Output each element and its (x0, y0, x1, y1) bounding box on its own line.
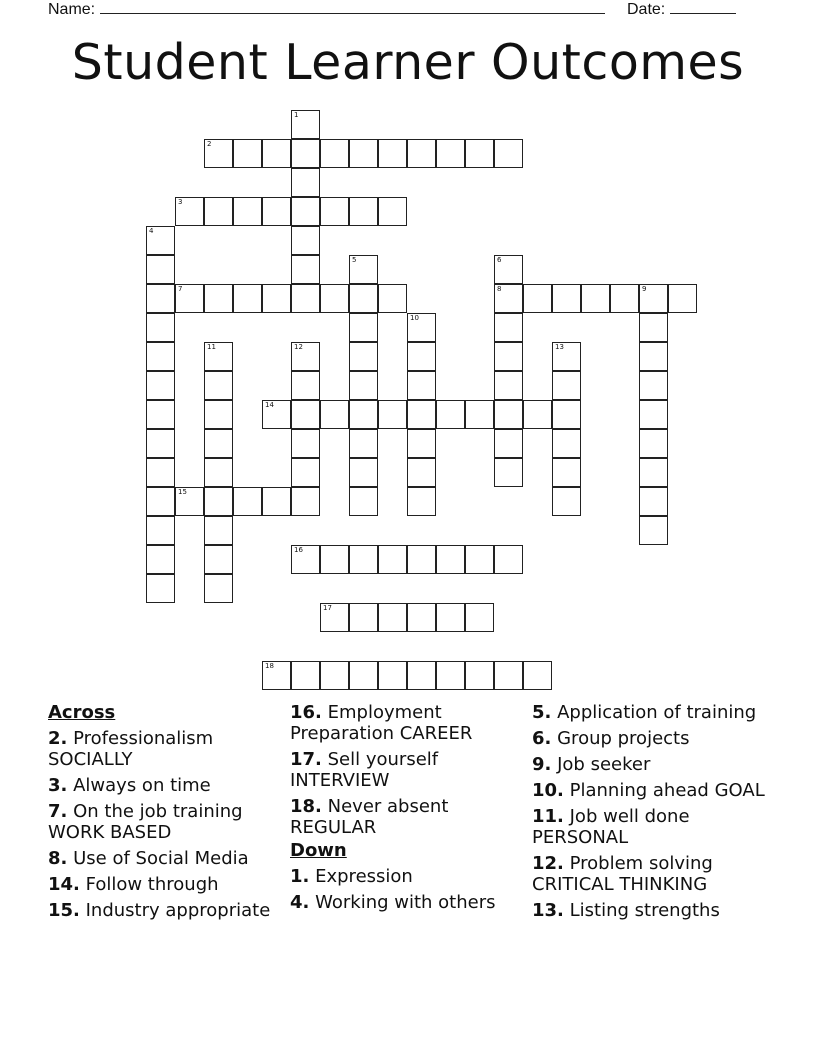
grid-cell[interactable] (204, 400, 233, 429)
grid-cell[interactable] (552, 371, 581, 400)
grid-cell[interactable] (233, 284, 262, 313)
grid-cell[interactable] (320, 400, 349, 429)
grid-cell[interactable] (291, 197, 320, 226)
grid-cell[interactable] (523, 661, 552, 690)
grid-cell[interactable] (291, 255, 320, 284)
grid-cell[interactable] (349, 284, 378, 313)
clue-down-10: 10. Planning ahead GOAL (532, 780, 765, 801)
clue-number-13: 13 (555, 343, 564, 351)
grid-cell[interactable] (407, 603, 436, 632)
grid-cell[interactable] (146, 458, 175, 487)
grid-cell[interactable] (494, 139, 523, 168)
grid-cell[interactable] (349, 197, 378, 226)
grid-cell[interactable] (465, 545, 494, 574)
grid-cell[interactable] (581, 284, 610, 313)
grid-cell[interactable] (291, 226, 320, 255)
clue-down-9: 9. Job seeker (532, 754, 651, 775)
grid-cell[interactable] (320, 661, 349, 690)
clue-across-7: 7. On the job training WORK BASED (48, 801, 243, 843)
grid-cell[interactable] (204, 516, 233, 545)
grid-cell[interactable] (349, 255, 378, 284)
grid-cell[interactable] (146, 284, 175, 313)
clue-number-16: 16 (294, 546, 303, 554)
grid-cell[interactable] (552, 487, 581, 516)
grid-cell[interactable] (349, 313, 378, 342)
grid-cell[interactable] (349, 139, 378, 168)
clue-down-6: 6. Group projects (532, 728, 690, 749)
grid-cell[interactable] (204, 545, 233, 574)
grid-cell[interactable] (494, 458, 523, 487)
grid-cell[interactable] (204, 371, 233, 400)
grid-cell[interactable] (204, 574, 233, 603)
grid-cell[interactable] (552, 400, 581, 429)
grid-cell[interactable] (204, 487, 233, 516)
grid-cell[interactable] (407, 458, 436, 487)
grid-cell[interactable] (436, 603, 465, 632)
grid-cell[interactable] (523, 284, 552, 313)
grid-cell[interactable] (291, 429, 320, 458)
clue-across-14: 14. Follow through (48, 874, 219, 895)
clue-number-9: 9 (642, 285, 647, 293)
grid-cell[interactable] (494, 545, 523, 574)
grid-cell[interactable] (320, 197, 349, 226)
grid-cell[interactable] (639, 516, 668, 545)
down-heading: Down (290, 840, 347, 861)
grid-cell[interactable] (320, 284, 349, 313)
grid-cell[interactable] (291, 168, 320, 197)
grid-cell[interactable] (320, 545, 349, 574)
grid-cell[interactable] (291, 400, 320, 429)
grid-cell[interactable] (639, 313, 668, 342)
grid-cell[interactable] (262, 400, 291, 429)
clue-number-15: 15 (178, 488, 187, 496)
grid-cell[interactable] (494, 371, 523, 400)
grid-cell[interactable] (436, 400, 465, 429)
grid-cell[interactable] (465, 400, 494, 429)
grid-cell[interactable] (233, 197, 262, 226)
grid-cell[interactable] (146, 545, 175, 574)
page-title: Student Learner Outcomes (71, 34, 745, 91)
grid-cell[interactable] (146, 487, 175, 516)
clue-across-15: 15. Industry appropriate (48, 900, 271, 921)
grid-cell[interactable] (639, 487, 668, 516)
grid-cell[interactable] (378, 197, 407, 226)
grid-cell[interactable] (204, 458, 233, 487)
grid-cell[interactable] (262, 661, 291, 690)
clue-number-6: 6 (497, 256, 502, 264)
clue-across-3: 3. Always on time (48, 775, 211, 796)
grid-cell[interactable] (349, 661, 378, 690)
grid-cell[interactable] (552, 284, 581, 313)
grid-cell[interactable] (349, 545, 378, 574)
grid-cell[interactable] (552, 342, 581, 371)
grid-cell[interactable] (639, 400, 668, 429)
grid-cell[interactable] (146, 400, 175, 429)
grid-cell[interactable] (204, 429, 233, 458)
clues-column-1 (48, 702, 288, 926)
clue-down-13: 13. Listing strengths (532, 900, 720, 921)
grid-cell[interactable] (494, 255, 523, 284)
grid-cell[interactable] (291, 661, 320, 690)
clue-number-1: 1 (294, 111, 299, 119)
clue-down-12: 12. Problem solving CRITICAL THINKING (532, 853, 713, 895)
grid-cell[interactable] (407, 313, 436, 342)
grid-cell[interactable] (175, 487, 204, 516)
grid-cell[interactable] (262, 487, 291, 516)
grid-cell[interactable] (146, 371, 175, 400)
grid-cell[interactable] (146, 574, 175, 603)
grid-cell[interactable] (349, 603, 378, 632)
grid-cell[interactable] (407, 342, 436, 371)
clue-down-1: 1. Expression (290, 866, 413, 887)
grid-cell[interactable] (349, 400, 378, 429)
grid-cell[interactable] (552, 429, 581, 458)
grid-cell[interactable] (146, 313, 175, 342)
grid-cell[interactable] (494, 284, 523, 313)
clue-across-17: 17. Sell yourself INTERVIEW (290, 749, 439, 791)
clue-down-11: 11. Job well done PERSONAL (532, 806, 690, 848)
grid-cell[interactable] (262, 284, 291, 313)
grid-cell[interactable] (610, 284, 639, 313)
grid-cell[interactable] (407, 661, 436, 690)
grid-cell[interactable] (552, 458, 581, 487)
grid-cell[interactable] (320, 139, 349, 168)
grid-cell[interactable] (465, 139, 494, 168)
clue-number-17: 17 (323, 604, 332, 612)
grid-cell[interactable] (378, 400, 407, 429)
grid-cell[interactable] (291, 284, 320, 313)
grid-cell[interactable] (494, 313, 523, 342)
grid-cell[interactable] (349, 429, 378, 458)
grid-cell[interactable] (639, 342, 668, 371)
grid-cell[interactable] (639, 429, 668, 458)
grid-cell[interactable] (494, 400, 523, 429)
grid-cell[interactable] (291, 342, 320, 371)
grid-cell[interactable] (349, 371, 378, 400)
clues-column-3 (532, 702, 782, 926)
grid-cell[interactable] (639, 284, 668, 313)
grid-cell[interactable] (349, 458, 378, 487)
clues-column-2 (290, 702, 530, 918)
name-label: Name: (48, 1, 96, 18)
grid-cell[interactable] (436, 139, 465, 168)
grid-cell[interactable] (378, 661, 407, 690)
grid-cell[interactable] (407, 487, 436, 516)
grid-cell[interactable] (175, 284, 204, 313)
clue-number-11: 11 (207, 343, 216, 351)
grid-cell[interactable] (378, 545, 407, 574)
grid-cell[interactable] (320, 603, 349, 632)
grid-cell[interactable] (407, 429, 436, 458)
grid-cell[interactable] (262, 197, 291, 226)
grid-cell[interactable] (494, 342, 523, 371)
across-heading: Across (48, 702, 116, 723)
clue-number-5: 5 (352, 256, 357, 264)
grid-cell[interactable] (407, 371, 436, 400)
grid-cell[interactable] (407, 139, 436, 168)
clue-across-2: 2. Professionalism SOCIALLY (48, 728, 214, 770)
clue-number-3: 3 (178, 198, 183, 206)
grid-cell[interactable] (146, 429, 175, 458)
clue-number-12: 12 (294, 343, 303, 351)
grid-cell[interactable] (204, 197, 233, 226)
grid-cell[interactable] (291, 487, 320, 516)
grid-cell[interactable] (291, 458, 320, 487)
clue-number-4: 4 (149, 227, 154, 235)
grid-cell[interactable] (146, 226, 175, 255)
clue-number-2: 2 (207, 140, 212, 148)
grid-cell[interactable] (146, 516, 175, 545)
clue-number-8: 8 (497, 285, 502, 293)
grid-cell[interactable] (639, 458, 668, 487)
grid-cell[interactable] (233, 139, 262, 168)
grid-cell[interactable] (378, 284, 407, 313)
grid-cell[interactable] (407, 400, 436, 429)
grid-cell[interactable] (349, 487, 378, 516)
grid-cell[interactable] (494, 429, 523, 458)
grid-cell[interactable] (349, 342, 378, 371)
grid-cell[interactable] (378, 139, 407, 168)
grid-cell[interactable] (291, 545, 320, 574)
clue-number-10: 10 (410, 314, 419, 322)
clue-across-16: 16. Employment Preparation CAREER (290, 702, 473, 744)
grid-cell[interactable] (262, 139, 291, 168)
grid-cell[interactable] (465, 661, 494, 690)
grid-cell[interactable] (291, 139, 320, 168)
grid-cell[interactable] (436, 661, 465, 690)
grid-cell[interactable] (204, 139, 233, 168)
grid-cell[interactable] (494, 661, 523, 690)
clue-down-4: 4. Working with others (290, 892, 496, 913)
clue-across-18: 18. Never absent REGULAR (290, 796, 449, 838)
clue-number-14: 14 (265, 401, 274, 409)
grid-cell[interactable] (175, 197, 204, 226)
grid-cell[interactable] (639, 371, 668, 400)
clue-across-8: 8. Use of Social Media (48, 848, 249, 869)
grid-cell[interactable] (465, 603, 494, 632)
grid-cell[interactable] (146, 342, 175, 371)
grid-cell[interactable] (146, 255, 175, 284)
grid-cell[interactable] (407, 545, 436, 574)
grid-cell[interactable] (436, 545, 465, 574)
grid-cell[interactable] (204, 342, 233, 371)
grid-cell[interactable] (668, 284, 697, 313)
clue-down-5: 5. Application of training (532, 702, 757, 723)
grid-cell[interactable] (291, 110, 320, 139)
grid-cell[interactable] (523, 400, 552, 429)
grid-cell[interactable] (291, 371, 320, 400)
clue-number-18: 18 (265, 662, 274, 670)
clue-number-7: 7 (178, 285, 183, 293)
date-label: Date: (627, 1, 666, 18)
grid-cell[interactable] (378, 603, 407, 632)
grid-cell[interactable] (204, 284, 233, 313)
grid-cell[interactable] (233, 487, 262, 516)
